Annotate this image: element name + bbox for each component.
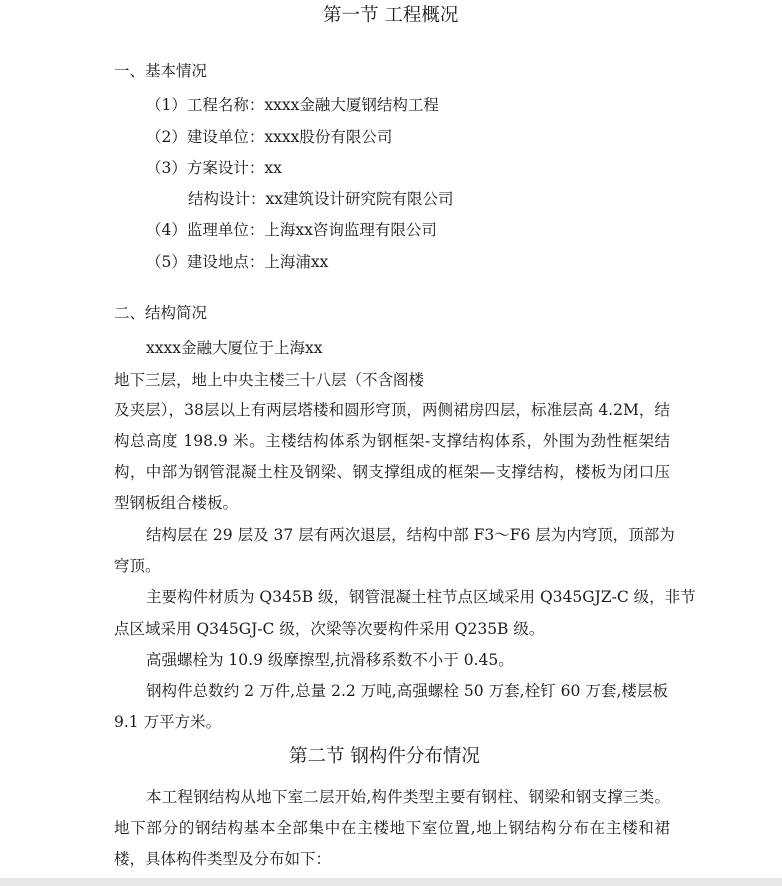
paragraph-line: 点区域采用 Q345GJ-C 级，次梁等次要构件采用 Q235B 级。 xyxy=(114,620,545,638)
scheme-design-item: （3）方案设计：xx xyxy=(146,159,282,177)
supervision-item: （4）监理单位：上海xx咨询监理有限公司 xyxy=(146,221,437,239)
section2-title: 第二节 钢构件分布情况 xyxy=(289,746,480,767)
paragraph-line: 构总高度 198.9 米。主楼结构体系为钢框架-支撑结构体系，外围为劲性框架结 xyxy=(114,432,670,450)
paragraph-line: 9.1 万平方米。 xyxy=(114,713,222,731)
paragraph-line: 主要构件材质为 Q345B 级，钢管混凝土柱节点区域采用 Q345GJZ-C 级，非节 xyxy=(146,588,696,606)
paragraph-line: 钢构件总数约 2 万件,总量 2.2 万吨,高强螺栓 50 万套,栓钉 60 万套,楼层板 xyxy=(146,682,668,700)
paragraph-line: 构，中部为钢管混凝土柱及钢梁、钢支撑组成的框架—支撑结构，楼板为闭口压 xyxy=(114,463,670,481)
page-bottom-edge xyxy=(0,878,782,886)
paragraph-line: 楼，具体构件类型及分布如下： xyxy=(114,850,332,868)
paragraph-line: 结构层在 29 层及 37 层有两次退层，结构中部 F3～F6 层为内穹顶，顶部为 xyxy=(146,526,675,544)
paragraph-line: 地下三层，地上中央主楼三十八层（不含阁楼 xyxy=(114,371,425,389)
basic-info-heading: 一、基本情况 xyxy=(114,62,208,80)
structure-design-item: 结构设计：xx建筑设计研究院有限公司 xyxy=(188,190,454,208)
section1-title: 第一节 工程概况 xyxy=(323,5,459,26)
project-name-item: （1）工程名称：xxxx金融大厦钢结构工程 xyxy=(146,96,439,114)
paragraph-line: 型钢板组合楼板。 xyxy=(114,494,239,512)
paragraph-line: xxxx金融大厦位于上海xx xyxy=(146,339,323,357)
location-item: （5）建设地点：上海浦xx xyxy=(146,253,329,271)
paragraph-line: 地下部分的钢结构基本全部集中在主楼地下室位置,地上钢结构分布在主楼和裙 xyxy=(114,819,670,837)
paragraph-line: 高强螺栓为 10.9 级摩擦型,抗滑移系数不小于 0.45。 xyxy=(146,651,514,669)
paragraph-line: 穹顶。 xyxy=(114,557,161,575)
paragraph-line: 本工程钢结构从地下室二层开始,构件类型主要有钢柱、钢梁和钢支撑三类。 xyxy=(146,788,670,806)
owner-item: （2）建设单位：xxxx股份有限公司 xyxy=(146,128,393,146)
structure-heading: 二、结构简况 xyxy=(114,304,208,322)
paragraph-line: 及夹层），38层以上有两层塔楼和圆形穹顶，两侧裙房四层，标准层高 4.2M，结 xyxy=(114,401,670,419)
